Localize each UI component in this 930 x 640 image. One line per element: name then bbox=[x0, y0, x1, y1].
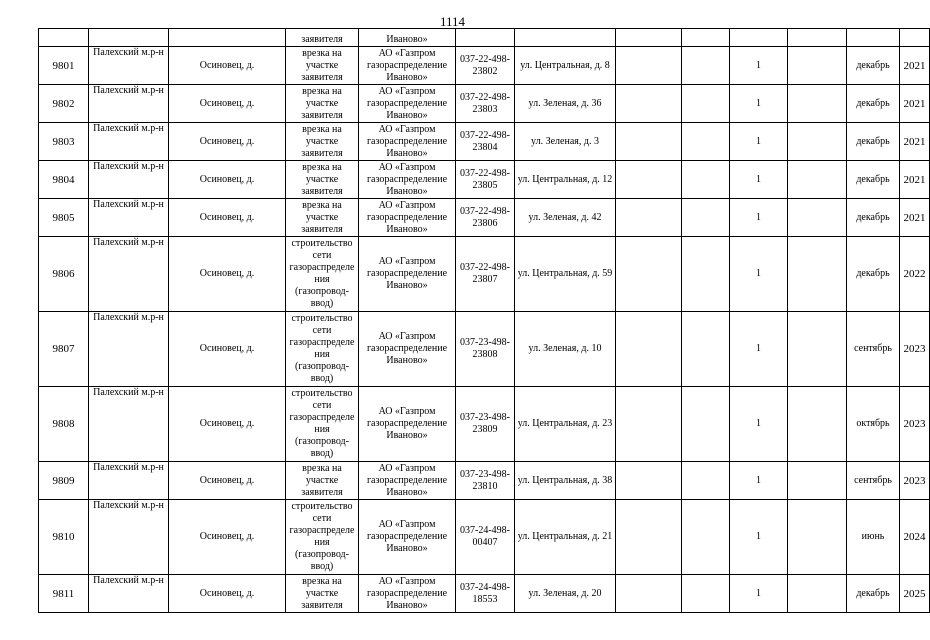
cell-code: 037-23-498-23809 bbox=[456, 387, 515, 462]
cell-number: 9805 bbox=[39, 199, 89, 237]
cell-empty bbox=[900, 29, 930, 47]
cell-address: ул. Центральная, д. 38 bbox=[515, 462, 616, 500]
cell-number: 9806 bbox=[39, 237, 89, 312]
cell-empty bbox=[682, 123, 730, 161]
cell-address: ул. Зеленая, д. 3 bbox=[515, 123, 616, 161]
cell-code: 037-22-498-23807 bbox=[456, 237, 515, 312]
cell-month: декабрь bbox=[847, 575, 900, 613]
cell-empty bbox=[788, 312, 847, 387]
cell-empty bbox=[616, 199, 682, 237]
cell-empty bbox=[616, 161, 682, 199]
cell-number: 9803 bbox=[39, 123, 89, 161]
cell-year: 2024 bbox=[900, 500, 930, 575]
cell-year: 2021 bbox=[900, 47, 930, 85]
cell-empty bbox=[788, 237, 847, 312]
cell-empty bbox=[682, 312, 730, 387]
cell-empty bbox=[682, 199, 730, 237]
cell-number: 9809 bbox=[39, 462, 89, 500]
cell-address: ул. Центральная, д. 21 bbox=[515, 500, 616, 575]
cell-type: строительство сети газораспределения (газопровод-ввод) bbox=[286, 500, 359, 575]
cell-district: Палехский м.р-н bbox=[89, 312, 169, 387]
cell-type: заявителя bbox=[286, 29, 359, 47]
cell-empty bbox=[682, 387, 730, 462]
cell-qty: 1 bbox=[730, 85, 788, 123]
cell-empty bbox=[682, 85, 730, 123]
table-row bbox=[39, 312, 930, 387]
cell-org: АО «Газпром газораспределение Иваново» bbox=[359, 85, 456, 123]
table-row bbox=[39, 47, 930, 85]
cell-empty bbox=[788, 462, 847, 500]
cell-settlement: Осиновец, д. bbox=[169, 161, 286, 199]
table-row bbox=[39, 161, 930, 199]
cell-settlement: Осиновец, д. bbox=[169, 199, 286, 237]
cell-org: АО «Газпром газораспределение Иваново» bbox=[359, 387, 456, 462]
cell-empty bbox=[616, 500, 682, 575]
cell-empty bbox=[788, 123, 847, 161]
cell-org: АО «Газпром газораспределение Иваново» bbox=[359, 575, 456, 613]
cell-empty bbox=[730, 29, 788, 47]
cell-empty bbox=[788, 29, 847, 47]
table-row bbox=[39, 199, 930, 237]
cell-district: Палехский м.р-н bbox=[89, 161, 169, 199]
cell-address: ул. Центральная, д. 8 bbox=[515, 47, 616, 85]
cell-address: ул. Зеленая, д. 20 bbox=[515, 575, 616, 613]
cell-type: врезка на участке заявителя bbox=[286, 199, 359, 237]
cell-type: врезка на участке заявителя bbox=[286, 161, 359, 199]
cell-number: 9804 bbox=[39, 161, 89, 199]
cell-empty bbox=[847, 29, 900, 47]
cell-empty bbox=[616, 312, 682, 387]
cell-org: Иваново» bbox=[359, 29, 456, 47]
cell-code: 037-22-498-23802 bbox=[456, 47, 515, 85]
cell-empty bbox=[616, 237, 682, 312]
cell-month: декабрь bbox=[847, 199, 900, 237]
cell-code: 037-22-498-23805 bbox=[456, 161, 515, 199]
cell-code: 037-22-498-23803 bbox=[456, 85, 515, 123]
table-row bbox=[39, 123, 930, 161]
cell-type: врезка на участке заявителя bbox=[286, 462, 359, 500]
cell-empty bbox=[682, 47, 730, 85]
cell-qty: 1 bbox=[730, 500, 788, 575]
cell-address: ул. Зеленая, д. 10 bbox=[515, 312, 616, 387]
cell-empty bbox=[616, 575, 682, 613]
cell-org: АО «Газпром газораспределение Иваново» bbox=[359, 199, 456, 237]
cell-empty bbox=[39, 29, 89, 47]
cell-settlement: Осиновец, д. bbox=[169, 575, 286, 613]
cell-empty bbox=[616, 387, 682, 462]
cell-district: Палехский м.р-н bbox=[89, 575, 169, 613]
cell-month: декабрь bbox=[847, 123, 900, 161]
cell-code: 037-23-498-23810 bbox=[456, 462, 515, 500]
cell-month: сентябрь bbox=[847, 312, 900, 387]
table-row-continued bbox=[39, 29, 930, 47]
cell-year: 2021 bbox=[900, 199, 930, 237]
cell-settlement: Осиновец, д. bbox=[169, 312, 286, 387]
cell-qty: 1 bbox=[730, 575, 788, 613]
cell-qty: 1 bbox=[730, 47, 788, 85]
cell-qty: 1 bbox=[730, 312, 788, 387]
cell-empty bbox=[616, 47, 682, 85]
cell-qty: 1 bbox=[730, 237, 788, 312]
cell-address: ул. Зеленая, д. 36 bbox=[515, 85, 616, 123]
cell-district: Палехский м.р-н bbox=[89, 462, 169, 500]
cell-type: строительство сети газораспределения (газопровод-ввод) bbox=[286, 387, 359, 462]
cell-type: врезка на участке заявителя bbox=[286, 575, 359, 613]
cell-settlement: Осиновец, д. bbox=[169, 387, 286, 462]
cell-district: Палехский м.р-н bbox=[89, 500, 169, 575]
cell-number: 9810 bbox=[39, 500, 89, 575]
cell-empty bbox=[682, 161, 730, 199]
cell-type: врезка на участке заявителя bbox=[286, 47, 359, 85]
cell-month: декабрь bbox=[847, 47, 900, 85]
cell-qty: 1 bbox=[730, 123, 788, 161]
cell-number: 9801 bbox=[39, 47, 89, 85]
gasification-table bbox=[38, 28, 930, 613]
cell-code: 037-22-498-23806 bbox=[456, 199, 515, 237]
cell-type: строительство сети газораспределения (газопровод-ввод) bbox=[286, 312, 359, 387]
cell-org: АО «Газпром газораспределение Иваново» bbox=[359, 500, 456, 575]
cell-month: сентябрь bbox=[847, 462, 900, 500]
cell-qty: 1 bbox=[730, 199, 788, 237]
table-row bbox=[39, 85, 930, 123]
cell-empty bbox=[169, 29, 286, 47]
cell-month: декабрь bbox=[847, 85, 900, 123]
cell-year: 2021 bbox=[900, 85, 930, 123]
cell-empty bbox=[616, 85, 682, 123]
cell-qty: 1 bbox=[730, 387, 788, 462]
cell-org: АО «Газпром газораспределение Иваново» bbox=[359, 237, 456, 312]
cell-district: Палехский м.р-н bbox=[89, 387, 169, 462]
cell-settlement: Осиновец, д. bbox=[169, 237, 286, 312]
cell-month: декабрь bbox=[847, 161, 900, 199]
cell-month: декабрь bbox=[847, 237, 900, 312]
cell-empty bbox=[682, 575, 730, 613]
cell-address: ул. Центральная, д. 59 bbox=[515, 237, 616, 312]
cell-year: 2023 bbox=[900, 387, 930, 462]
cell-empty bbox=[682, 500, 730, 575]
cell-year: 2021 bbox=[900, 123, 930, 161]
cell-org: АО «Газпром газораспределение Иваново» bbox=[359, 47, 456, 85]
cell-empty bbox=[788, 500, 847, 575]
table-row bbox=[39, 387, 930, 462]
cell-type: строительство сети газораспределения (газопровод-ввод) bbox=[286, 237, 359, 312]
cell-year: 2021 bbox=[900, 161, 930, 199]
cell-empty bbox=[788, 161, 847, 199]
cell-empty bbox=[682, 462, 730, 500]
cell-empty bbox=[616, 123, 682, 161]
cell-year: 2025 bbox=[900, 575, 930, 613]
cell-org: АО «Газпром газораспределение Иваново» bbox=[359, 161, 456, 199]
cell-empty bbox=[788, 575, 847, 613]
cell-settlement: Осиновец, д. bbox=[169, 462, 286, 500]
cell-empty bbox=[456, 29, 515, 47]
cell-district: Палехский м.р-н bbox=[89, 47, 169, 85]
cell-number: 9802 bbox=[39, 85, 89, 123]
cell-empty bbox=[515, 29, 616, 47]
cell-address: ул. Центральная, д. 12 bbox=[515, 161, 616, 199]
cell-code: 037-23-498-23808 bbox=[456, 312, 515, 387]
cell-empty bbox=[788, 387, 847, 462]
cell-district: Палехский м.р-н bbox=[89, 237, 169, 312]
cell-code: 037-24-498-00407 bbox=[456, 500, 515, 575]
cell-type: врезка на участке заявителя bbox=[286, 123, 359, 161]
cell-empty bbox=[788, 199, 847, 237]
cell-month: июнь bbox=[847, 500, 900, 575]
cell-settlement: Осиновец, д. bbox=[169, 500, 286, 575]
cell-qty: 1 bbox=[730, 161, 788, 199]
cell-district: Палехский м.р-н bbox=[89, 85, 169, 123]
cell-empty bbox=[788, 47, 847, 85]
cell-empty bbox=[788, 85, 847, 123]
cell-org: АО «Газпром газораспределение Иваново» bbox=[359, 123, 456, 161]
cell-empty bbox=[89, 29, 169, 47]
cell-number: 9808 bbox=[39, 387, 89, 462]
cell-code: 037-24-498-18553 bbox=[456, 575, 515, 613]
cell-empty bbox=[616, 29, 682, 47]
table-row bbox=[39, 237, 930, 312]
cell-settlement: Осиновец, д. bbox=[169, 85, 286, 123]
table-row bbox=[39, 575, 930, 613]
cell-org: АО «Газпром газораспределение Иваново» bbox=[359, 312, 456, 387]
cell-empty bbox=[682, 29, 730, 47]
cell-district: Палехский м.р-н bbox=[89, 199, 169, 237]
table-row bbox=[39, 500, 930, 575]
cell-empty bbox=[616, 462, 682, 500]
cell-settlement: Осиновец, д. bbox=[169, 123, 286, 161]
cell-month: октябрь bbox=[847, 387, 900, 462]
table-row bbox=[39, 462, 930, 500]
cell-year: 2023 bbox=[900, 312, 930, 387]
cell-qty: 1 bbox=[730, 462, 788, 500]
cell-code: 037-22-498-23804 bbox=[456, 123, 515, 161]
cell-year: 2022 bbox=[900, 237, 930, 312]
cell-number: 9811 bbox=[39, 575, 89, 613]
cell-year: 2023 bbox=[900, 462, 930, 500]
cell-empty bbox=[682, 237, 730, 312]
cell-settlement: Осиновец, д. bbox=[169, 47, 286, 85]
page-number: 1114 bbox=[439, 14, 466, 29]
cell-org: АО «Газпром газораспределение Иваново» bbox=[359, 462, 456, 500]
cell-district: Палехский м.р-н bbox=[89, 123, 169, 161]
cell-type: врезка на участке заявителя bbox=[286, 85, 359, 123]
cell-address: ул. Зеленая, д. 42 bbox=[515, 199, 616, 237]
cell-address: ул. Центральная, д. 23 bbox=[515, 387, 616, 462]
cell-number: 9807 bbox=[39, 312, 89, 387]
